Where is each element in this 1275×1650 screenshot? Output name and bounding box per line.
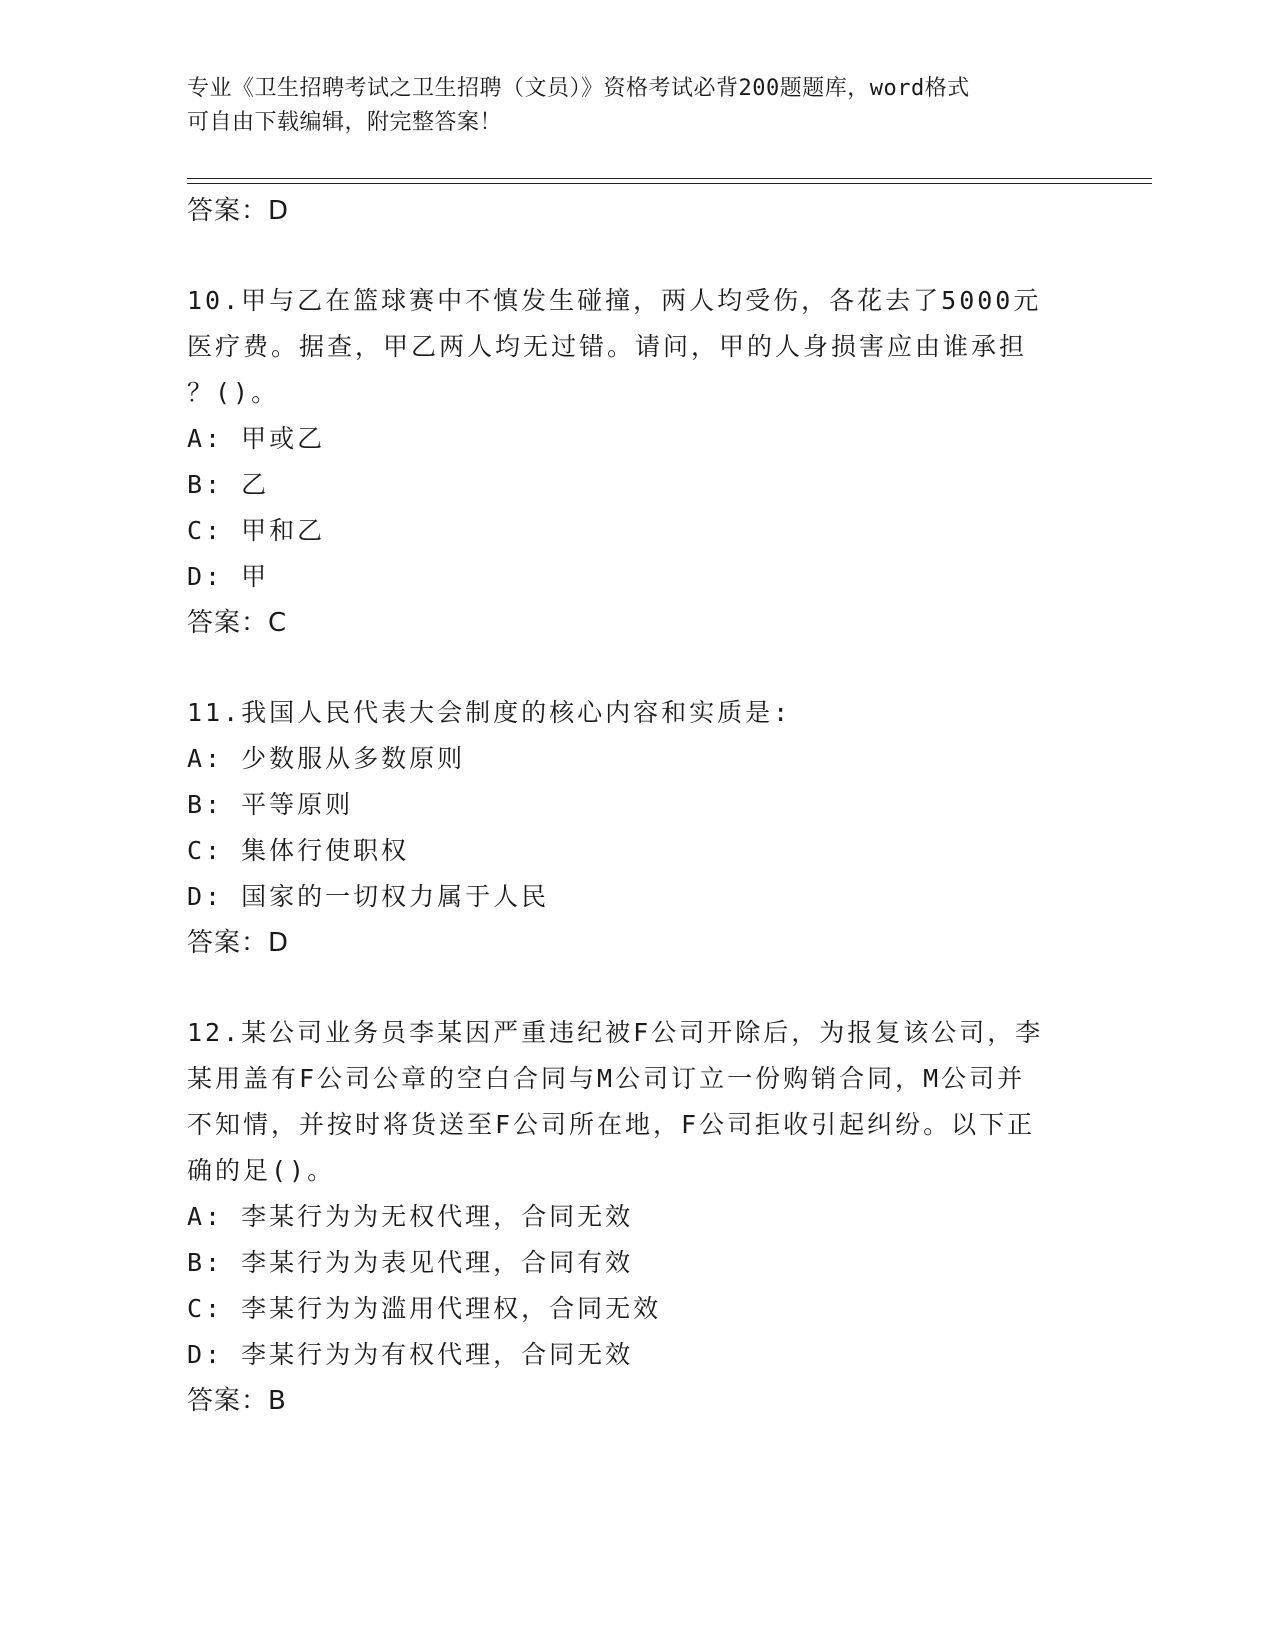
- question-11: [187, 690, 1087, 966]
- stem-line: 10.甲与乙在篮球赛中不慎发生碰撞，两人均受伤，各花去了5000元: [187, 286, 1042, 315]
- answer-line: 答案：B: [187, 1386, 287, 1416]
- stem-line: 确的足()。: [187, 1156, 336, 1185]
- answer-line: 答案：C: [187, 608, 288, 638]
- header-line-1: 专业《卫生招聘考试之卫生招聘（文员）》资格考试必背200题题库，word格式: [187, 76, 970, 101]
- option-c: C: 李某行为为滥用代理权，合同无效: [187, 1294, 662, 1323]
- header-divider-top: [187, 178, 1152, 179]
- question-10: [187, 278, 1087, 646]
- stem-line: 某用盖有F公司公章的空白合同与M公司订立一份购销合同，M公司并: [187, 1064, 1026, 1093]
- option-d: D: 国家的一切权力属于人民: [187, 882, 550, 911]
- stem-line: 不知情，并按时将货送至F公司所在地，F公司拒收引起纠纷。以下正: [187, 1110, 1036, 1139]
- question-stem: [187, 278, 1087, 416]
- question-stem: [187, 690, 1087, 736]
- header-line-2: 可自由下载编辑，附完整答案！: [187, 110, 503, 135]
- option-a: A: 甲或乙: [187, 424, 326, 453]
- option-b: B: 平等原则: [187, 790, 354, 819]
- option-a: A: 少数服从多数原则: [187, 744, 466, 773]
- option-a: A: 李某行为为无权代理，合同无效: [187, 1202, 634, 1231]
- option-d: D: 甲: [187, 562, 270, 591]
- option-b: B: 乙: [187, 470, 270, 499]
- stem-line: 医疗费。据查，甲乙两人均无过错。请问，甲的人身损害应由谁承担: [187, 332, 1028, 361]
- question-stem: [187, 1010, 1087, 1194]
- option-c: C: 集体行使职权: [187, 836, 410, 865]
- answer-line: 答案：D: [187, 928, 290, 958]
- question-12: [187, 1010, 1087, 1424]
- question-list: [187, 188, 1087, 1424]
- option-c: C: 甲和乙: [187, 516, 326, 545]
- stem-line: ？()。: [187, 378, 280, 407]
- stem-line: 11.我国人民代表大会制度的核心内容和实质是:: [187, 698, 792, 727]
- header-divider-bottom: [187, 183, 1152, 184]
- stem-line: 12.某公司业务员李某因严重违纪被F公司开除后，为报复该公司，李: [187, 1018, 1044, 1047]
- option-d: D: 李某行为为有权代理，合同无效: [187, 1340, 634, 1369]
- answer-line: 答案：D: [187, 196, 290, 226]
- document-header: [187, 72, 1087, 140]
- option-b: B: 李某行为为表见代理，合同有效: [187, 1248, 634, 1277]
